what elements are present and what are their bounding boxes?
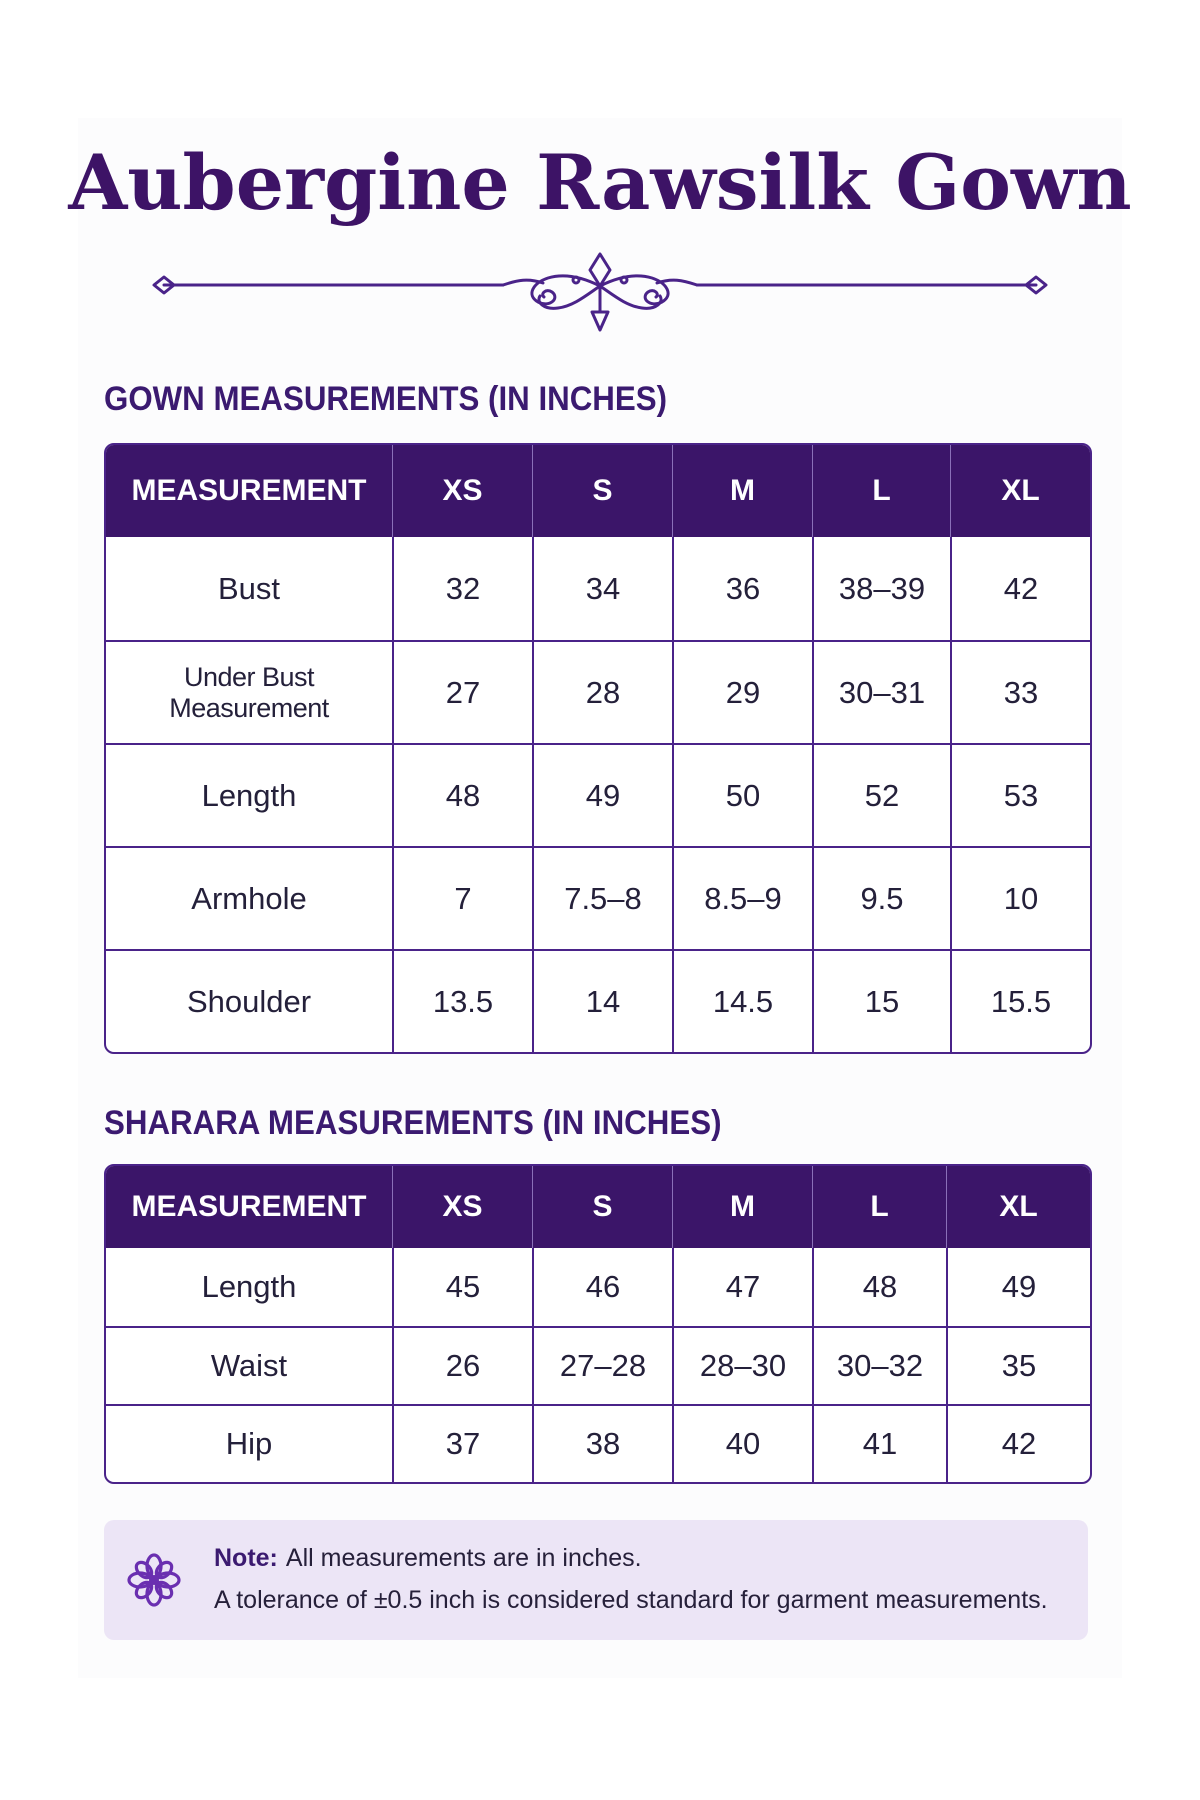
column-header: XS <box>392 1166 532 1248</box>
note-box <box>104 1520 1088 1640</box>
table-cell: 36 <box>672 537 812 640</box>
table-cell: 34 <box>532 537 672 640</box>
table-cell: 48 <box>812 1248 946 1326</box>
table-cell: 14.5 <box>672 949 812 1052</box>
page-title: Aubergine Rawsilk Gown <box>68 138 1132 227</box>
table-cell: 45 <box>392 1248 532 1326</box>
table-cell: 7.5–8 <box>532 846 672 949</box>
table-cell: 13.5 <box>392 949 532 1052</box>
table-header-row <box>106 445 1090 537</box>
table-cell: 14 <box>532 949 672 1052</box>
column-header: L <box>812 1166 946 1248</box>
row-label: Hip <box>106 1404 392 1482</box>
table-cell: 38–39 <box>812 537 950 640</box>
column-header: XL <box>950 445 1090 537</box>
note-label: Note: <box>214 1544 278 1572</box>
table-cell: 33 <box>950 640 1090 743</box>
row-label: Waist <box>106 1326 392 1404</box>
table-row <box>106 846 1090 949</box>
column-header: L <box>812 445 950 537</box>
column-header: XL <box>946 1166 1090 1248</box>
table-cell: 46 <box>532 1248 672 1326</box>
table-cell: 28 <box>532 640 672 743</box>
column-header: MEASUREMENT <box>106 1166 392 1248</box>
table-cell: 30–31 <box>812 640 950 743</box>
gown-section-heading: GOWN MEASUREMENTS (IN INCHES) <box>104 380 668 418</box>
table-cell: 26 <box>392 1326 532 1404</box>
table-cell: 30–32 <box>812 1326 946 1404</box>
table-cell: 53 <box>950 743 1090 846</box>
table-cell: 48 <box>392 743 532 846</box>
column-header: S <box>532 445 672 537</box>
table-row <box>106 949 1090 1052</box>
table-row <box>106 537 1090 640</box>
table-cell: 49 <box>532 743 672 846</box>
table-cell: 29 <box>672 640 812 743</box>
table-cell: 9.5 <box>812 846 950 949</box>
table-row <box>106 1248 1090 1326</box>
column-header: MEASUREMENT <box>106 445 392 537</box>
table-cell: 50 <box>672 743 812 846</box>
row-label: Length <box>106 743 392 846</box>
table-cell: 28–30 <box>672 1326 812 1404</box>
table-cell: 15.5 <box>950 949 1090 1052</box>
table-cell: 15 <box>812 949 950 1052</box>
table-cell: 40 <box>672 1404 812 1482</box>
row-label: Length <box>201 1269 297 1304</box>
row-label: Armhole <box>106 846 392 949</box>
table-cell: 41 <box>812 1404 946 1482</box>
table-cell: 47 <box>672 1248 812 1326</box>
table-cell: 49 <box>946 1248 1090 1326</box>
table-cell: 32 <box>392 537 532 640</box>
sharara-section-heading: SHARARA MEASUREMENTS (IN INCHES) <box>104 1104 722 1142</box>
column-header: S <box>532 1166 672 1248</box>
note-line-2: A tolerance of ±0.5 inch is considered standard for garment measurements. <box>214 1586 1048 1614</box>
table-header-row <box>106 1166 1090 1248</box>
table-cell: 38 <box>532 1404 672 1482</box>
row-label: Bust <box>217 570 281 606</box>
table-cell: 35 <box>946 1326 1090 1404</box>
note-text: All measurements are in inches. <box>285 1544 642 1572</box>
table-cell: 37 <box>392 1404 532 1482</box>
row-label: Shoulder <box>106 949 392 1052</box>
column-header: XS <box>392 445 532 537</box>
sharara-measurements-table <box>104 1164 1092 1484</box>
column-header: M <box>672 1166 812 1248</box>
row-label: Under Bust Measurement <box>106 640 392 743</box>
column-header: M <box>672 445 812 537</box>
table-row <box>106 640 1090 743</box>
table-cell: 27 <box>392 640 532 743</box>
note-line-1 <box>214 1544 642 1573</box>
ornamental-flourish-icon <box>148 250 1052 340</box>
table-cell: 42 <box>950 537 1090 640</box>
table-row <box>106 743 1090 846</box>
table-cell: 27–28 <box>532 1326 672 1404</box>
table-cell: 7 <box>392 846 532 949</box>
table-cell: 10 <box>950 846 1090 949</box>
gown-measurements-table <box>104 443 1092 1054</box>
table-row <box>106 1404 1090 1482</box>
table-cell: 52 <box>812 743 950 846</box>
table-row <box>106 1326 1090 1404</box>
table-cell: 42 <box>946 1404 1090 1482</box>
flower-icon <box>126 1552 182 1608</box>
table-cell: 8.5–9 <box>672 846 812 949</box>
